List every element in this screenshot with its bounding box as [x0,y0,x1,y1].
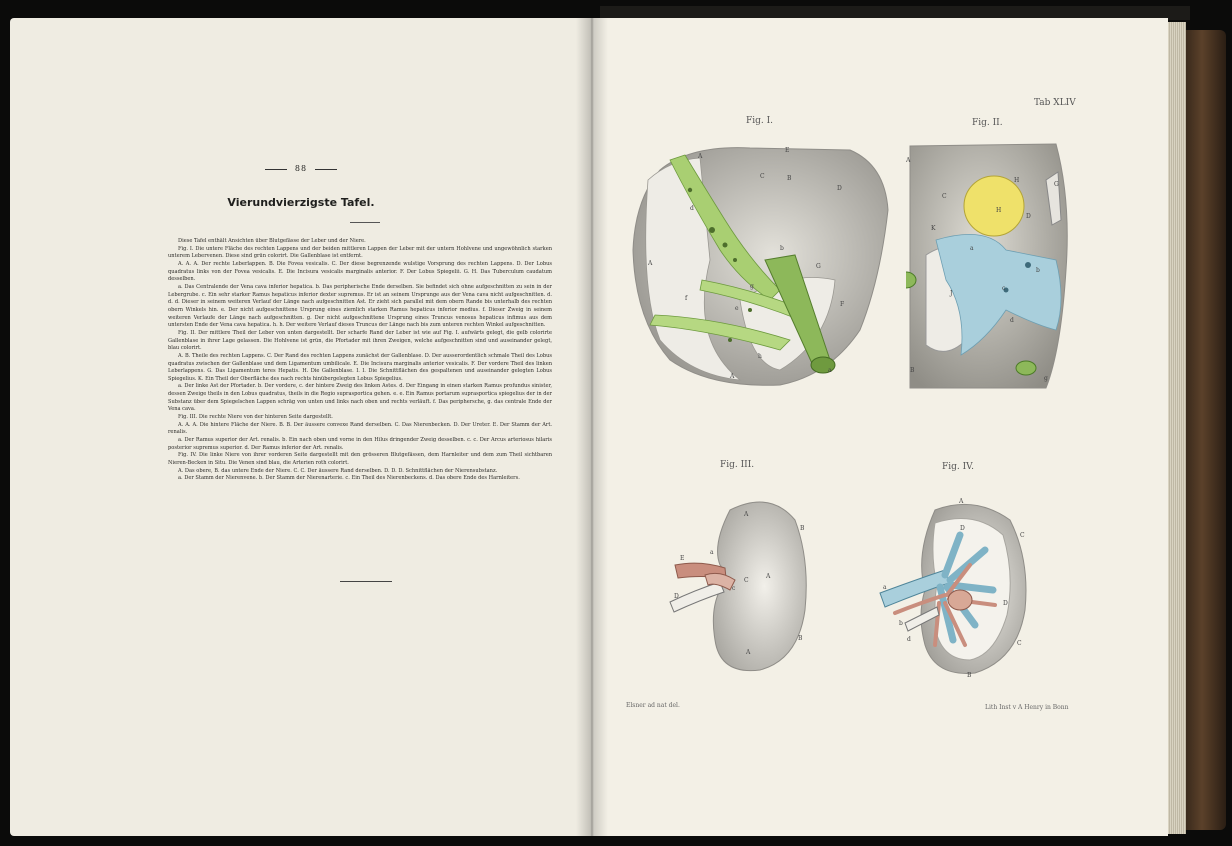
svg-text:a: a [828,367,832,374]
svg-text:b: b [899,620,903,627]
svg-text:a: a [883,584,887,591]
svg-text:C: C [1020,532,1025,539]
svg-text:F: F [840,301,845,308]
fig-2-label: Fig. II. [972,118,1003,128]
svg-text:A: A [906,157,911,164]
svg-text:A: A [744,511,749,518]
svg-text:a: a [710,549,714,556]
svg-text:D: D [837,185,842,192]
fig-2-liver-illustration [906,140,1072,390]
svg-text:A: A [766,573,771,580]
svg-text:J: J [950,290,953,297]
svg-text:E: E [785,147,790,154]
paragraph: Fig. IV. Die linke Niere von ihrer vorderen Seite dargestellt mit den grösseren Blutgefässen, dem Harnleiter und dem zum Theil sichtbaren Nieren-Becken in Situ. Die Venen sind blau, die Arterien roth colorirt. [168,452,552,467]
svg-text:K: K [931,225,936,232]
svg-text:g: g [750,283,754,290]
svg-text:G: G [816,263,821,270]
svg-text:D: D [1026,213,1031,220]
fig-1-liver-illustration [630,140,892,390]
svg-text:d: d [690,205,694,212]
fig-1-label: Fig. I. [746,116,774,126]
svg-text:E: E [680,555,685,562]
fig-4-kidney-illustration [875,495,1035,680]
svg-text:A: A [730,373,735,380]
book-cover-spine [1186,30,1226,830]
svg-text:B: B [967,672,972,679]
fig-4-label: Fig. IV. [942,462,974,472]
svg-text:d: d [907,636,911,643]
svg-text:B: B [800,525,805,532]
svg-text:C: C [760,173,765,180]
bottom-rule [340,581,392,582]
svg-text:C: C [744,577,749,584]
svg-text:G: G [1054,181,1059,188]
fig-3-kidney-illustration [660,490,820,675]
page-number: 88 [10,164,592,173]
paragraph: Fig. II. Der mittlere Theil der Leber von unten dargestellt. Der scharfe Rand der Leber ist wie auf Fig. I. aufwärts gelegt, die gelb colorirte Gallenblase in ihrer Lage gelassen. Die Hohlvene ist grün, die Pfortader mit ihren Zweigen, welche aufgeschnitten sind und auseinander gelegt, blau colorirt. [168,329,552,352]
svg-text:D: D [960,525,965,532]
svg-text:A: A [648,260,653,267]
svg-text:b: b [1036,267,1040,274]
svg-text:A: A [746,649,751,656]
svg-text:e: e [735,305,739,312]
page-edges [1166,22,1186,834]
paragraph: a. Der Ramus superior der Art. renalis. b. Ein nach oben und vorne in den Hilus dringender Zweig desselben. c. c. Der Arcus arteriosus hilaris posterior supremus superior. d. Der Ramus inferior der Art. renalis. [168,437,552,451]
svg-text:h: h [758,353,762,360]
plate-number: Tab XLIV [1034,98,1076,108]
page-title: Vierundvierzigste Tafel. [227,196,375,209]
svg-text:D: D [1003,600,1008,607]
svg-text:f: f [685,295,688,302]
svg-text:D: D [674,593,679,600]
paragraph: A. Das obere, B. das untere Ende der Niere. C. C. Der äussere Rand derselben. D. D. D. Schnittflächen der Nierensubstanz. [178,467,498,474]
paragraph: a. Der linke Ast der Pfortader. b. Der vordere, c. der hintere Zweig des linken Astes. d. Der Eingang in einen starken Ramus profundus sinister, dessen Zweige theils in den Lobus quadratus, theils in die Regio suprasportica gehen. e. e. Ein Ramus portarum suprasportica spiegelius der in der Substanz über dem Spiegelschen Lappen schräg von unten und links nach oben und rechts verläuft. f. Das periphersche, g. das centrale Ende der Vena cava. [168,383,552,413]
paragraph: Fig. I. Die untere Fläche des rechten Lappens und der beiden mittleren Lappen der Leber mit der untern Hohlvene und ungewöhnlich starken unterem Lebervenen. Diese sind grün colorirt. Die Gallenblase ist entfernt. [168,245,552,260]
credit-lithographer: Lith Inst v A Henry in Bonn [985,704,1069,711]
svg-text:C: C [1017,640,1022,647]
credit-illustrator: Elsner ad nat del. [626,702,680,709]
paragraph: a. Der Stamm der Nierenvene. b. Der Stamm der Nierenarterie. c. Ein Theil des Nierenbeckens. d. Das obere Ende des Harnleiters. [178,475,520,482]
fig-3-label: Fig. III. [720,460,755,470]
svg-text:C: C [942,193,947,200]
paragraph: a. Das Centralende der Vena cava inferior hepatica. b. Das peripherische Ende derselben. Sie befindet sich ohne aufgeschnitten zu sein in der Lebergrube. c. Ein sehr starker Ramus hepaticus inferior dexter supremus. Er ist an seinem Ursprunge aus der Vena cava nicht aufgeschnitten. d. d. d. Dieser in seinem weiteren Verlauf der Länge nach aufgeschnitten Ast. Er zieht sich parallel mit dem obern Rande bis unterhalb des rechten obern Winkels hin. e. Der nicht aufgeschnittene Ursprung eines ziemlich starken Ramus hepaticus inferior medius. f. Dieser Zweig in seinem weiteren Verlaufe der Länge nach aufgeschnitten. g. Der nicht aufgeschnittene Ursprung eines Truncus venosus hepaticus infimus aus dem untersten Ende der Vena cava hepatica. h. h. Der weitere Verlauf dieses Truncus der Länge nach bis zum unteren rechten Winkel aufgeschnitten. [168,283,552,329]
svg-text:d: d [1010,317,1014,324]
svg-text:B: B [787,175,792,182]
svg-text:g: g [1044,375,1048,382]
svg-text:H: H [996,207,1002,214]
paragraph: Fig. III. Die rechte Niere von der hinteren Seite dargestellt. [178,414,333,421]
svg-text:c: c [732,585,736,592]
svg-text:H: H [1014,177,1020,184]
paragraph: Diese Tafel enthält Ansichten über Blutgefässe der Leber und der Niere. [178,238,366,244]
book-gutter [576,18,608,836]
svg-text:A: A [698,153,703,160]
svg-text:A: A [959,498,964,505]
svg-text:B: B [910,367,915,374]
svg-text:B: B [798,635,803,642]
paragraph: A. B. Theile des rechten Lappens. C. Der Rand des rechten Lappens zunächst der Gallenblase. D. Der ausserordentlich schmale Theil des Lobus quadratus zwischen der Gallenblase und dem Ligamentum umbilicale. E. Die Incisura marginalis anterior vesicalis. F. Der vordere Theil des linken Leberlappens. G. Das Ligamentum teres Hepatis. H. Die Gallenblase. I. I. Die Schnittflächen des gespaltenen und auseinander gelegten Lobus Spiegelius. K. Ein Theil der Oberfläche des nach rechts hinübergelegten Lobus Spiegelius. [168,352,552,382]
paragraph: A. A. A. Der rechte Leberlappen. B. Die Fovea vesicalis. C. Der diese begrenzende wulstige Vorsprung des rechten Lappens. D. Der Lobus quadratus links von der Fovea vesicalis. E. Die Incisura vesicalis marginalis anterior. F. Der Lobus Spiegelii. G. H. Das Tuberculum caudatum desselben. [168,260,552,283]
left-page [10,18,592,836]
svg-text:c: c [1002,285,1006,292]
svg-text:a: a [970,245,974,252]
title-rule [350,222,380,223]
body-text [168,238,552,483]
svg-text:b: b [780,245,784,252]
paragraph: A. A. A. Die hintere Fläche der Niere. B. B. Der äussere convexe Rand derselben. C. Das Nierenbecken. D. Der Ureter. E. Der Stamm der Art. renalis. [168,421,552,436]
